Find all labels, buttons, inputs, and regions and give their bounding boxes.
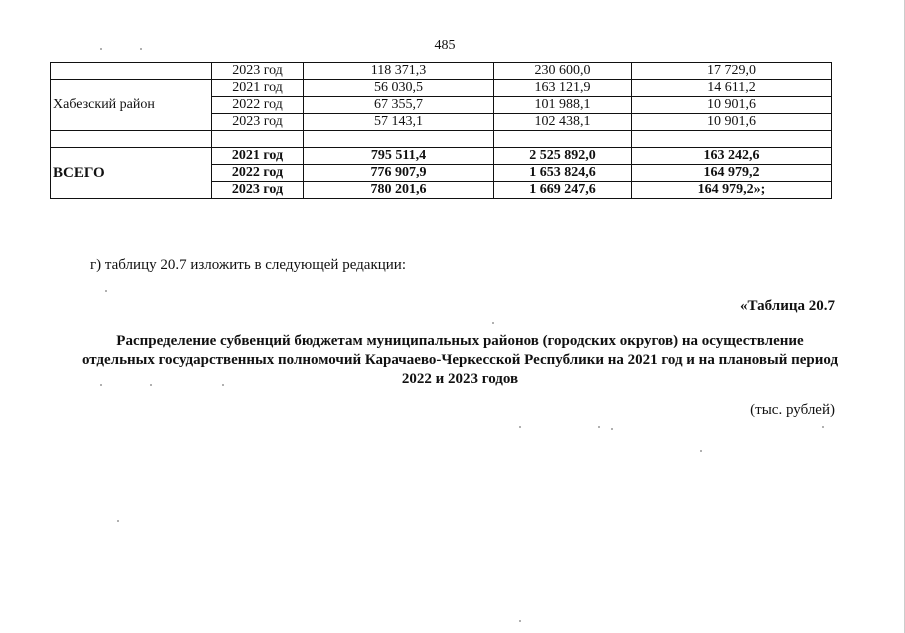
value-cell: 2 525 892,0 [494,148,632,165]
value-cell: 776 907,9 [304,165,494,182]
table-row [51,80,832,97]
value-cell: 164 979,2»; [632,182,832,199]
total-label-cell: ВСЕГО [51,148,212,199]
table-title-line: 2022 и 2023 годов [401,371,519,387]
value-cell: 56 030,5 [304,80,494,97]
year-cell: 2023 год [212,63,304,80]
value-cell: 101 988,1 [494,97,632,114]
value-cell: 14 611,2 [632,80,832,97]
value-cell: 57 143,1 [304,114,494,131]
table-title-line: Распределение субвенций бюджетам муниципальных районов (городских округов) на осуществление [116,333,804,349]
year-cell: 2023 год [212,114,304,131]
table-title [40,332,880,389]
region-cell: Хабезский район [51,80,212,131]
year-cell: 2023 год [212,182,304,199]
value-cell [632,131,832,148]
year-cell: 2022 год [212,97,304,114]
table-row [51,63,832,80]
value-cell: 102 438,1 [494,114,632,131]
region-cell [51,131,212,148]
table-row-empty [51,131,832,148]
year-cell [212,131,304,148]
value-cell [304,131,494,148]
value-cell [494,131,632,148]
year-cell: 2021 год [212,148,304,165]
year-cell: 2022 год [212,165,304,182]
year-cell: 2021 год [212,80,304,97]
value-cell: 67 355,7 [304,97,494,114]
value-cell: 118 371,3 [304,63,494,80]
units-label: (тыс. рублей) [750,402,835,418]
value-cell: 230 600,0 [494,63,632,80]
instruction-text: г) таблицу 20.7 изложить в следующей редакции: [90,257,406,273]
value-cell: 1 653 824,6 [494,165,632,182]
value-cell: 1 669 247,6 [494,182,632,199]
value-cell: 10 901,6 [632,97,832,114]
value-cell: 163 242,6 [632,148,832,165]
table-title-line: отдельных государственных полномочий Карачаево-Черкесской Республики на 2021 год и на плановый период [81,352,839,368]
value-cell: 164 979,2 [632,165,832,182]
value-cell: 780 201,6 [304,182,494,199]
subvention-table [50,62,832,199]
value-cell: 795 511,4 [304,148,494,165]
value-cell: 17 729,0 [632,63,832,80]
table-row-total [51,148,832,165]
page-number: 485 [434,38,456,53]
value-cell: 10 901,6 [632,114,832,131]
region-cell [51,63,212,80]
value-cell: 163 121,9 [494,80,632,97]
table-caption: «Таблица 20.7 [740,298,835,314]
